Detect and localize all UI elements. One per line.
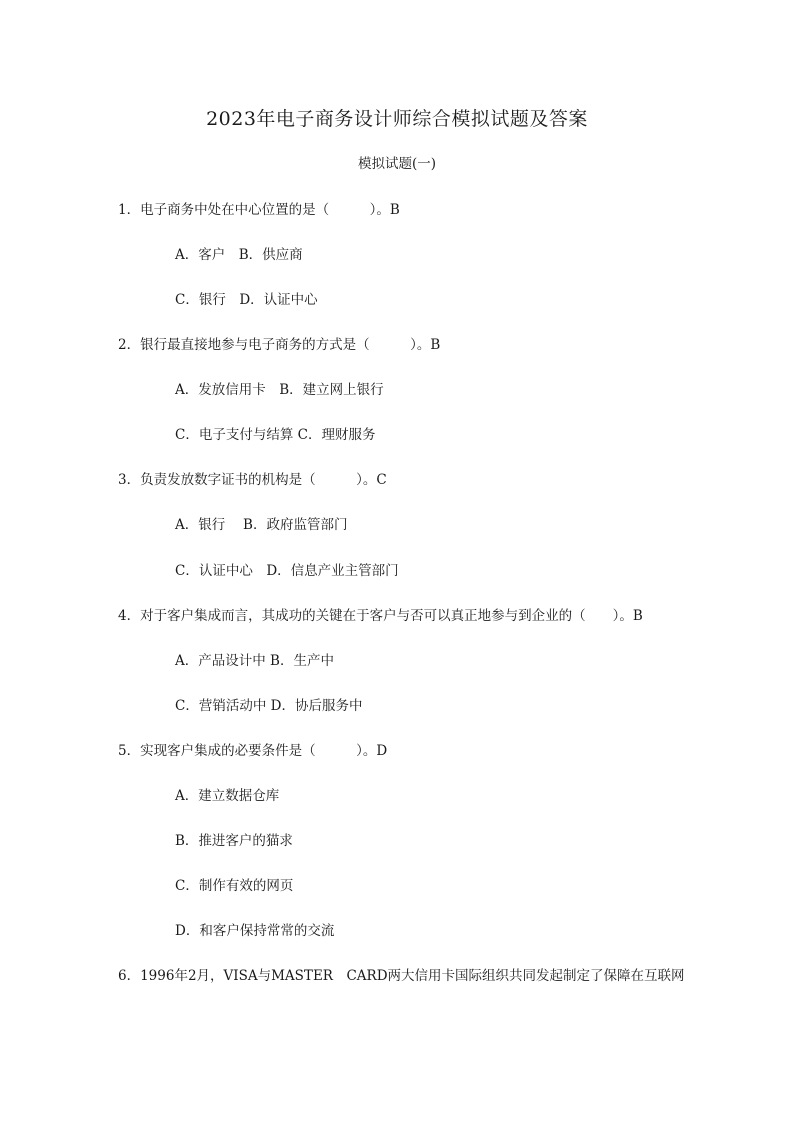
question-1-options-c-d: C．银行 D．认证中心 xyxy=(175,292,318,308)
question-1-options-a-b: A．客户 B．供应商 xyxy=(175,247,303,263)
document-subtitle: 模拟试题(一) xyxy=(357,156,437,172)
question-3: 3．负责发放数字证书的机构是（ ）。C xyxy=(118,472,387,488)
question-5-option-c: C．制作有效的网页 xyxy=(175,878,294,894)
question-5-option-b: B．推进客户的猫求 xyxy=(175,833,293,849)
question-2: 2．银行最直接地参与电子商务的方式是（ ）。B xyxy=(118,337,441,353)
question-5-option-a: A．建立数据仓库 xyxy=(175,788,280,804)
question-4-options-c-d: C．营销活动中 D．协后服务中 xyxy=(175,698,363,714)
question-5-option-d: D．和客户保持常常的交流 xyxy=(175,923,335,939)
question-4-options-a-b: A．产品设计中 B．生产中 xyxy=(175,653,334,669)
question-2-options-c-d: C．电子支付与结算 C．理财服务 xyxy=(175,427,376,443)
question-3-options-a-b: A．银行 B．政府监管部门 xyxy=(175,517,348,533)
question-1: 1．电子商务中处在中心位置的是（ ）。B xyxy=(118,202,400,218)
document-title: 2023年电子商务设计师综合模拟试题及答案 xyxy=(206,108,588,130)
question-4: 4．对于客户集成而言，其成功的关键在于客户与否可以真正地参与到企业的（ ）。B xyxy=(118,608,643,624)
question-6: 6．1996年2月，VISA与MASTER CARD两大信用卡国际组织共同发起制定了保障在互联网 xyxy=(118,968,685,984)
question-2-options-a-b: A．发放信用卡 B．建立网上银行 xyxy=(175,382,384,398)
question-5: 5．实现客户集成的必要条件是（ ）。D xyxy=(118,743,388,759)
question-3-options-c-d: C．认证中心 D．信息产业主管部门 xyxy=(175,563,399,579)
